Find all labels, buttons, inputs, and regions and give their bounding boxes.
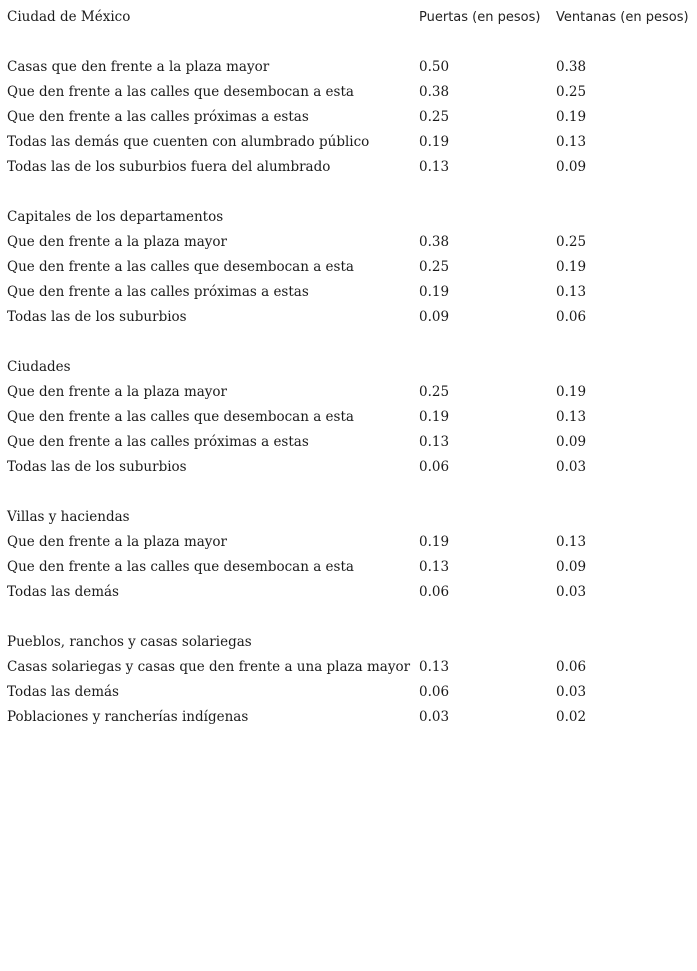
row-label: Que den frente a las calles que desembocan a esta: [7, 409, 354, 425]
windows-value: 0.02: [556, 709, 587, 725]
section-title: Pueblos, ranchos y casas solariegas: [7, 634, 252, 650]
windows-value: 0.13: [556, 409, 587, 425]
windows-value: 0.03: [556, 584, 587, 600]
table-row: [0, 430, 697, 455]
doors-value: 0.19: [419, 284, 450, 300]
row-label: Que den frente a la plaza mayor: [7, 234, 228, 250]
doors-value: 0.25: [419, 384, 450, 400]
doors-value: 0.13: [419, 559, 450, 575]
section-villas: [0, 505, 697, 605]
doors-value: 0.13: [419, 659, 450, 675]
doors-value: 0.19: [419, 409, 450, 425]
row-label: Todas las demás: [7, 584, 119, 600]
windows-value: 0.06: [556, 309, 587, 325]
spacer: [0, 330, 697, 355]
spacer: [0, 605, 697, 630]
doors-value: 0.06: [419, 684, 450, 700]
windows-value: 0.19: [556, 259, 587, 275]
row-label: Todas las de los suburbios: [7, 459, 187, 475]
spacer: [0, 180, 697, 205]
doors-value: 0.19: [419, 534, 450, 550]
row-label: Todas las de los suburbios: [7, 309, 187, 325]
table-row: [0, 280, 697, 305]
windows-value: 0.13: [556, 134, 587, 150]
section-title-row: [0, 355, 697, 380]
table-row: [0, 455, 697, 480]
table-row: [0, 130, 697, 155]
section-title-row: [0, 505, 697, 530]
doors-value: 0.09: [419, 309, 450, 325]
windows-value: 0.38: [556, 59, 587, 75]
windows-value: 0.03: [556, 459, 587, 475]
windows-value: 0.03: [556, 684, 587, 700]
doors-value: 0.06: [419, 459, 450, 475]
windows-value: 0.09: [556, 159, 587, 175]
table-row: [0, 580, 697, 605]
section-ciudad-de-mexico: [0, 55, 697, 180]
table-row: [0, 105, 697, 130]
doors-value: 0.25: [419, 259, 450, 275]
section-title: Villas y haciendas: [7, 509, 130, 525]
row-label: Que den frente a las calles próximas a estas: [7, 434, 309, 450]
table-row: [0, 255, 697, 280]
doors-value: 0.19: [419, 134, 450, 150]
row-label: Todas las demás que cuenten con alumbrado público: [7, 134, 370, 150]
doors-value: 0.50: [419, 59, 450, 75]
row-label: Que den frente a la plaza mayor: [7, 384, 228, 400]
row-label: Poblaciones y rancherías indígenas: [7, 709, 249, 725]
windows-value: 0.06: [556, 659, 587, 675]
section-title: Ciudades: [7, 359, 71, 375]
tax-table: [0, 5, 697, 730]
spacer: [0, 480, 697, 505]
windows-value: 0.19: [556, 384, 587, 400]
windows-value: 0.13: [556, 284, 587, 300]
table-row: [0, 705, 697, 730]
windows-value: 0.25: [556, 234, 587, 250]
table-row: [0, 405, 697, 430]
section-title-row: [0, 205, 697, 230]
windows-value: 0.09: [556, 434, 587, 450]
table-row: [0, 680, 697, 705]
section-pueblos: [0, 630, 697, 730]
row-label: Que den frente a las calles que desembocan a esta: [7, 84, 354, 100]
doors-value: 0.03: [419, 709, 450, 725]
table-row: [0, 230, 697, 255]
row-label: Todas las demás: [7, 684, 119, 700]
row-label: Que den frente a las calles próximas a estas: [7, 109, 309, 125]
section-capitales: [0, 205, 697, 330]
spacer: [0, 30, 697, 55]
row-label: Que den frente a la plaza mayor: [7, 534, 228, 550]
doors-value: 0.13: [419, 434, 450, 450]
windows-value: 0.13: [556, 534, 587, 550]
table-row: [0, 155, 697, 180]
windows-value: 0.25: [556, 84, 587, 100]
table-row: [0, 380, 697, 405]
header-row: [0, 5, 697, 30]
row-label: Todas las de los suburbios fuera del alumbrado: [7, 159, 331, 175]
table-row: [0, 80, 697, 105]
table-row: [0, 555, 697, 580]
doors-value: 0.38: [419, 234, 450, 250]
doors-value: 0.13: [419, 159, 450, 175]
column-header-windows: Ventanas (en pesos): [556, 10, 689, 25]
table-row: [0, 655, 697, 680]
row-label: Casas que den frente a la plaza mayor: [7, 59, 270, 75]
section-title: Capitales de los departamentos: [7, 209, 224, 225]
row-label: Casas solariegas y casas que den frente a una plaza mayor: [7, 659, 411, 675]
windows-value: 0.09: [556, 559, 587, 575]
windows-value: 0.19: [556, 109, 587, 125]
table-row: [0, 305, 697, 330]
row-label: Que den frente a las calles próximas a estas: [7, 284, 309, 300]
row-label: Que den frente a las calles que desembocan a esta: [7, 559, 354, 575]
doors-value: 0.25: [419, 109, 450, 125]
table-row: [0, 530, 697, 555]
table-row: [0, 55, 697, 80]
section-title-row: [0, 630, 697, 655]
section-ciudades: [0, 355, 697, 480]
row-label: Que den frente a las calles que desembocan a esta: [7, 259, 354, 275]
table-title: Ciudad de México: [7, 9, 131, 25]
column-header-doors: Puertas (en pesos): [419, 10, 541, 25]
doors-value: 0.06: [419, 584, 450, 600]
doors-value: 0.38: [419, 84, 450, 100]
